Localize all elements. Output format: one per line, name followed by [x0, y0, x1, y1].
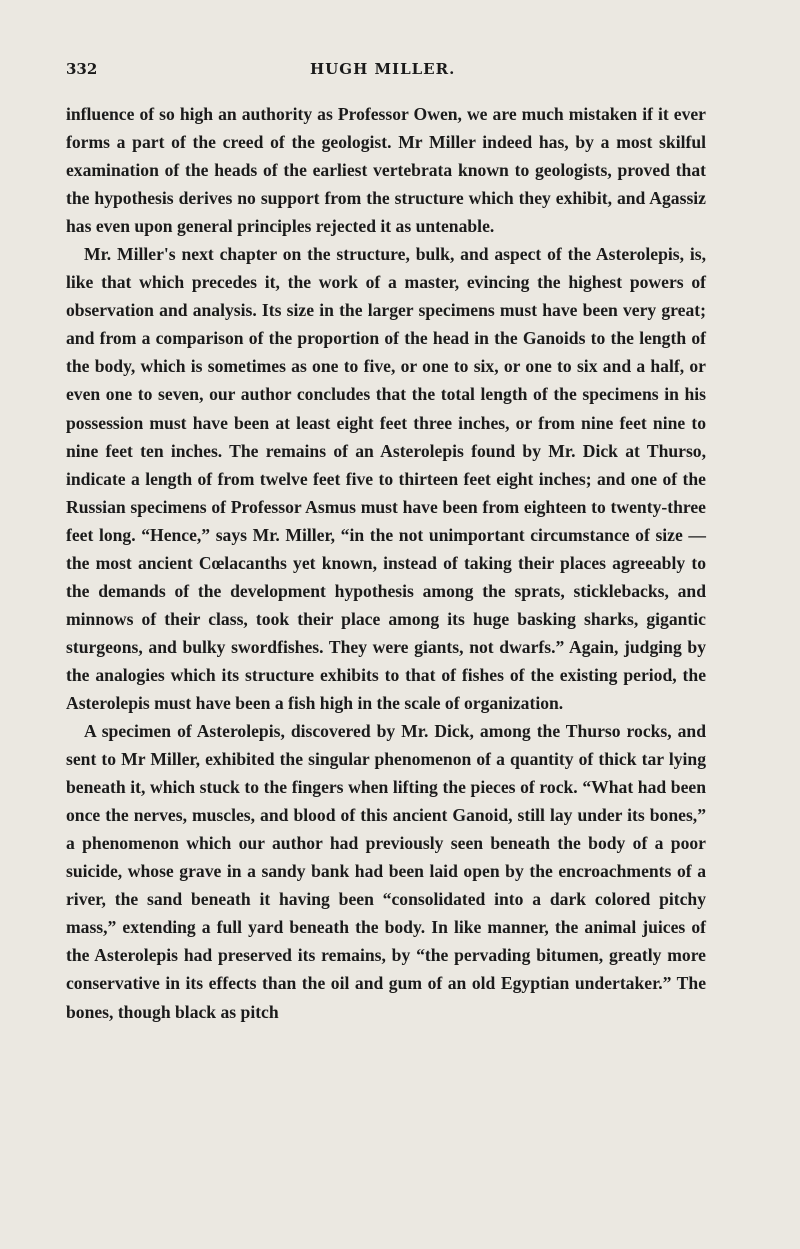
running-head — [66, 60, 666, 86]
paragraph: influence of so high an authority as Professor Owen, we are much mistaken if it ever forms a part of the creed of the geologist. Mr Miller indeed has, by a most skilful examination of the heads of the earliest vertebrata known to geologists, proved that the hypothesis derives no support from the structure which they exhibit, and Agassiz has even upon general principles rejected it as untenable. — [66, 104, 706, 237]
paragraph: Mr. Miller's next chapter on the structure, bulk, and aspect of the Asterolepis, is, like that which precedes it, the work of a master, evincing the highest powers of observation and analysis. Its size in the larger specimens must have been very great; and from a comparison of the proportion of the head in the Ganoids to the length of the body, which is sometimes as one to five, or one to six, or one to six and a half, or even one to seven, our author concludes that the total length of the specimens in his possession must have been at least eight feet three inches, or from nine feet nine to nine feet ten inches. The remains of an Asterolepis found by Mr. Dick at Thurso, indicate a length of from twelve feet five to thirteen feet eight inches; and one of the Russian specimens of Professor Asmus must have been from eighteen to twenty-three feet long. “Hence,” says Mr. Miller, “in the not unimportant circumstance of size — the most ancient Cœlacanths yet known, instead of taking their places agreeably to the demands of the development hypothesis among the sprats, sticklebacks, and minnows of their class, took their place among its huge basking sharks, gigantic sturgeons, and bulky swordfishes. They were giants, not dwarfs.” Again, judging by the analogies which its structure exhibits to that of fishes of the existing period, the Asterolepis must have been a fish high in the scale of organization. — [66, 244, 706, 713]
paragraph: A specimen of Asterolepis, discovered by Mr. Dick, among the Thurso rocks, and sent to Mr Miller, exhibited the singular phenomenon of a quantity of thick tar lying beneath it, which stuck to the fingers when lifting the pieces of rock. “What had been once the nerves, muscles, and blood of this ancient Ganoid, still lay under its bones,” a phenomenon which our author had previously seen beneath the body of a poor suicide, whose grave in a sandy bank had been laid open by the encroachments of a river, the sand beneath it having been “consolidated into a dark colored pitchy mass,” extending a full yard beneath the body. In like manner, the animal juices of the Asterolepis had preserved its remains, by “the pervading bitumen, greatly more conservative in its effects than the oil and gum of an old Egyptian undertaker.” The bones, though black as pitch — [66, 721, 706, 1022]
body-text — [66, 100, 706, 1026]
running-title: HUGH MILLER. — [310, 60, 456, 78]
page-number: 332 — [66, 60, 98, 78]
